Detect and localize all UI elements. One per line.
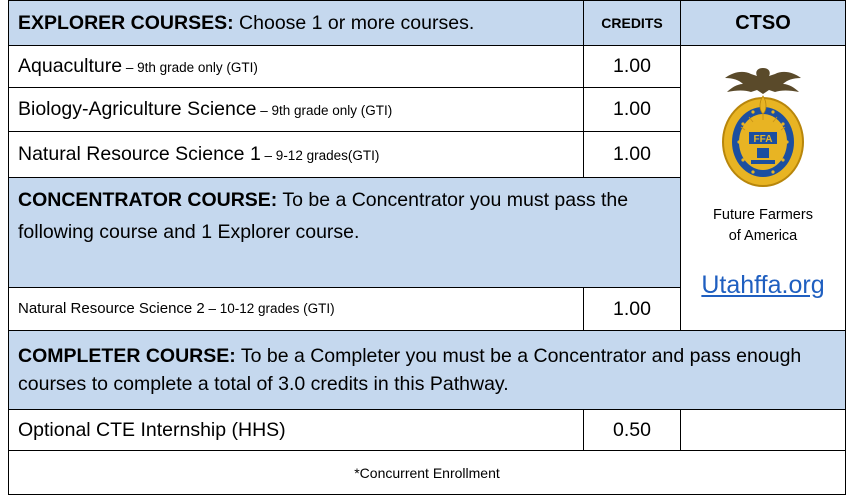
course-note: – 10-12 grades (GTI) — [204, 300, 335, 316]
credits-value: 1.00 — [613, 55, 651, 77]
credits-header-cell — [584, 0, 681, 46]
concentrator-heading-bold: CONCENTRATOR COURSE: — [18, 189, 278, 211]
ctso-header-cell — [681, 0, 846, 46]
ctso-name-line2: of America — [728, 228, 798, 245]
course-name: Natural Resource Science 1 — [18, 143, 261, 166]
credits-cell — [584, 88, 681, 132]
credits-cell — [584, 46, 681, 88]
credits-cell — [584, 410, 681, 451]
course-note: – 9th grade only (GTI) — [122, 60, 258, 76]
ctso-header: CTSO — [735, 11, 791, 34]
concentrator-heading-rest: To be a Concentrator you must pass the following course and 1 Explorer course. — [18, 189, 629, 243]
course-name: Optional CTE Internship (HHS) — [18, 418, 286, 441]
completer-header-cell — [8, 331, 846, 410]
credits-header: CREDITS — [601, 15, 663, 31]
completer-heading-rest: To be a Completer you must be a Concentrator and pass enough courses to complete a total of 3.0 credits in this Pathway. — [18, 345, 802, 395]
concentrator-heading — [9, 178, 680, 248]
footer-cell — [8, 451, 846, 495]
completer-heading-bold: COMPLETER COURSE: — [18, 345, 236, 367]
ctso-name — [713, 205, 813, 247]
credits-value: 1.00 — [613, 297, 651, 320]
course-row-biology — [8, 88, 584, 132]
concurrent-enrollment-note: *Concurrent Enrollment — [354, 464, 500, 481]
ffa-emblem-icon — [713, 62, 813, 195]
course-note: – 9th grade only (GTI) — [256, 103, 393, 119]
svg-text:FFA: FFA — [753, 134, 773, 145]
explorer-heading-rest: Choose 1 or more courses. — [233, 11, 475, 34]
course-name: Aquaculture — [18, 55, 123, 78]
credits-value: 0.50 — [613, 418, 651, 441]
explorer-header-cell — [8, 0, 584, 46]
explorer-heading-bold: EXPLORER COURSES: — [18, 11, 234, 34]
utahffa-link[interactable]: Utahffa.org — [701, 271, 825, 300]
course-row-aquaculture — [8, 46, 584, 88]
credits-value: 1.00 — [613, 143, 651, 165]
course-row-nrs2 — [8, 288, 584, 331]
credits-cell — [584, 288, 681, 331]
course-note: – 9-12 grades(GTI) — [260, 148, 380, 164]
explorer-heading — [9, 12, 480, 34]
course-row-internship — [8, 410, 584, 451]
empty-ctso-cell — [681, 410, 846, 451]
course-name: Natural Resource Science 2 — [18, 299, 205, 317]
concentrator-header-cell — [8, 178, 681, 288]
credits-cell — [584, 132, 681, 178]
credits-value: 1.00 — [613, 98, 651, 120]
completer-heading — [9, 342, 845, 398]
course-row-nrs1 — [8, 132, 584, 178]
ctso-name-line1: Future Farmers — [713, 207, 813, 223]
course-name: Biology-Agriculture Science — [18, 98, 257, 121]
ctso-cell — [681, 46, 846, 331]
